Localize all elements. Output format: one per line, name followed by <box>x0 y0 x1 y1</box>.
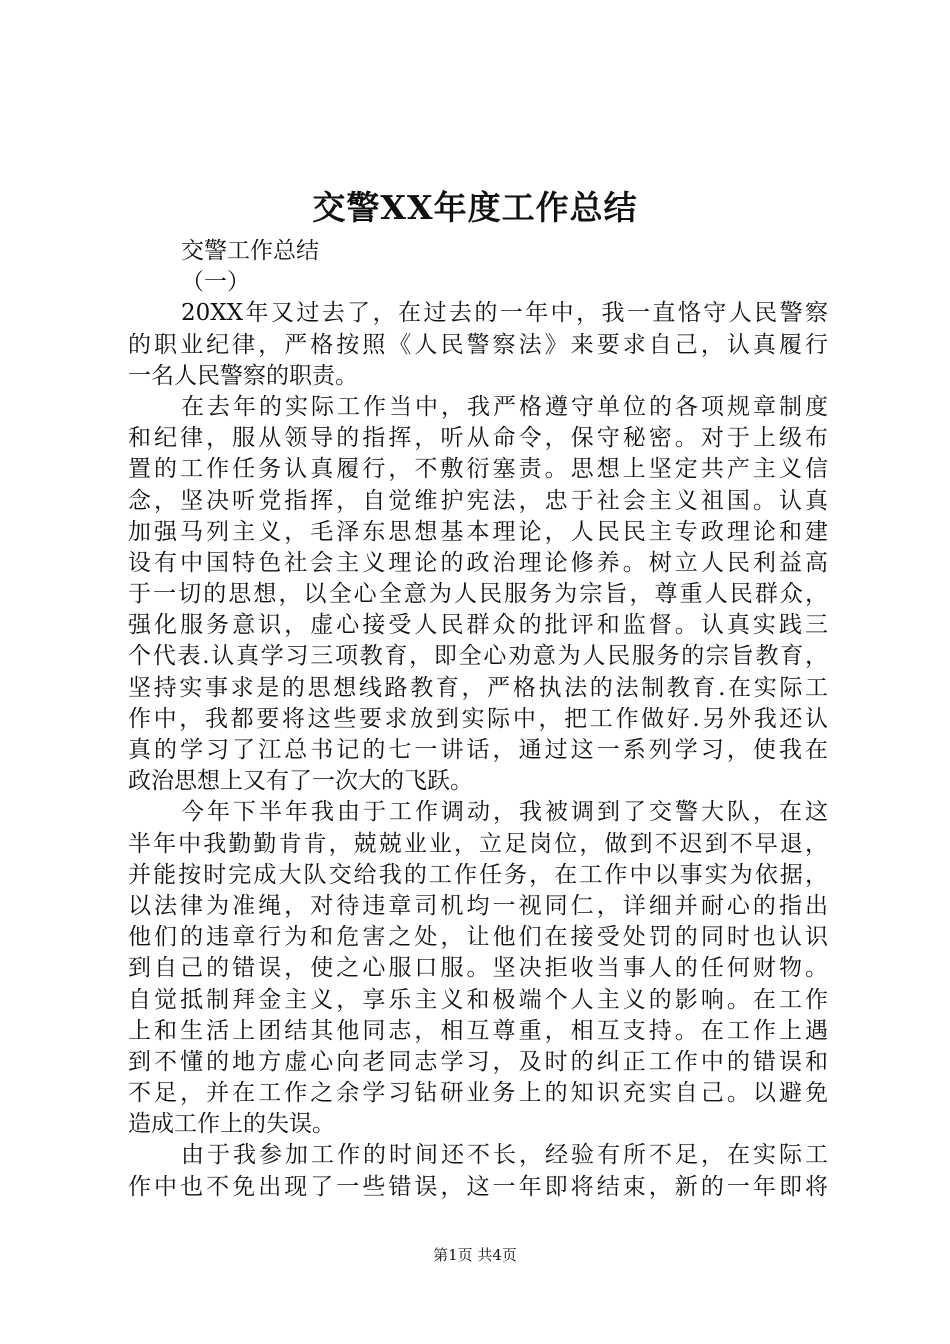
text-line: 在去年的实际工作当中，我严格遵守单位的各项规章制度 <box>181 393 828 420</box>
text-line: 作中，我都要将这些要求放到实际中，把工作做好.另外我还认 <box>128 705 828 732</box>
text-line: 作中也不免出现了一些错误，这一年即将结束，新的一年即将 <box>128 1173 828 1200</box>
text-line: 不足，并在工作之余学习钻研业务上的知识充实自己。以避免 <box>128 1080 828 1107</box>
text-line: 自觉抵制拜金主义，享乐主义和极端个人主义的影响。在工作 <box>128 986 828 1013</box>
text-line: 一名人民警察的职责。 <box>128 362 358 389</box>
text-line: 置的工作任务认真履行，不敷衍塞责。思想上坚定共产主义信 <box>128 456 828 483</box>
page-footer: 第1页 共4页 <box>433 1246 517 1264</box>
text-line: 到不懂的地方虚心向老同志学习，及时的纠正工作中的错误和 <box>128 1048 828 1075</box>
document-body <box>128 236 828 1203</box>
text-line: 强化服务意识，虚心接受人民群众的批评和监督。认真实践三 <box>128 612 828 639</box>
text-line: 交警工作总结 <box>181 238 319 264</box>
text-line: 他们的违章行为和危害之处，让他们在接受处罚的同时也认识 <box>128 924 828 951</box>
text-line: 加强马列主义，毛泽东思想基本理论，人民民主专政理论和建 <box>128 518 828 545</box>
text-line: 上和生活上团结其他同志，相互尊重，相互支持。在工作上遇 <box>128 1017 828 1044</box>
text-line: 造成工作上的失误。 <box>128 1111 335 1138</box>
text-line: 于一切的思想，以全心全意为人民服务为宗旨，尊重人民群众， <box>128 581 828 608</box>
text-line: 半年中我勤勤肯肯，兢兢业业，立足岗位，做到不迟到不早退， <box>128 830 828 857</box>
text-line: 并能按时完成大队交给我的工作任务，在工作中以事实为依据， <box>128 861 828 888</box>
text-line: 的职业纪律，严格按照《人民警察法》来要求自己，认真履行 <box>128 331 828 358</box>
text-line: 以法律为准绳，对待违章司机均一视同仁，详细并耐心的指出 <box>128 892 828 919</box>
text-line: 真的学习了江总书记的七一讲话，通过这一系列学习，使我在 <box>128 737 828 763</box>
text-line: 念，坚决听党指挥，自觉维护宪法，忠于社会主义祖国。认真 <box>128 487 828 514</box>
text-line: 坚持实事求是的思想线路教育，严格执法的法制教育.在实际工 <box>128 674 828 701</box>
text-line: 今年下半年我由于工作调动，我被调到了交警大队，在这 <box>181 799 828 826</box>
text-line: 到自己的错误，使之心服口服。坚决拒收当事人的任何财物。 <box>128 955 828 982</box>
text-line: 由于我参加工作的时间还不长，经验有所不足，在实际工 <box>181 1142 828 1169</box>
text-line: 政治思想上又有了一次大的飞跃。 <box>128 768 473 795</box>
document-title: 交警XX年度工作总结 <box>312 188 638 227</box>
text-line: 20XX年又过去了，在过去的一年中，我一直恪守人民警察 <box>181 300 828 327</box>
text-line: （一） <box>181 269 250 296</box>
text-line: 设有中国特色社会主义理论的政治理论修养。树立人民利益高 <box>128 549 828 576</box>
text-line: 个代表.认真学习三项教育，即全心劝意为人民服务的宗旨教育， <box>128 643 828 670</box>
text-line: 和纪律，服从领导的指挥，听从命令，保守秘密。对于上级布 <box>128 425 828 452</box>
